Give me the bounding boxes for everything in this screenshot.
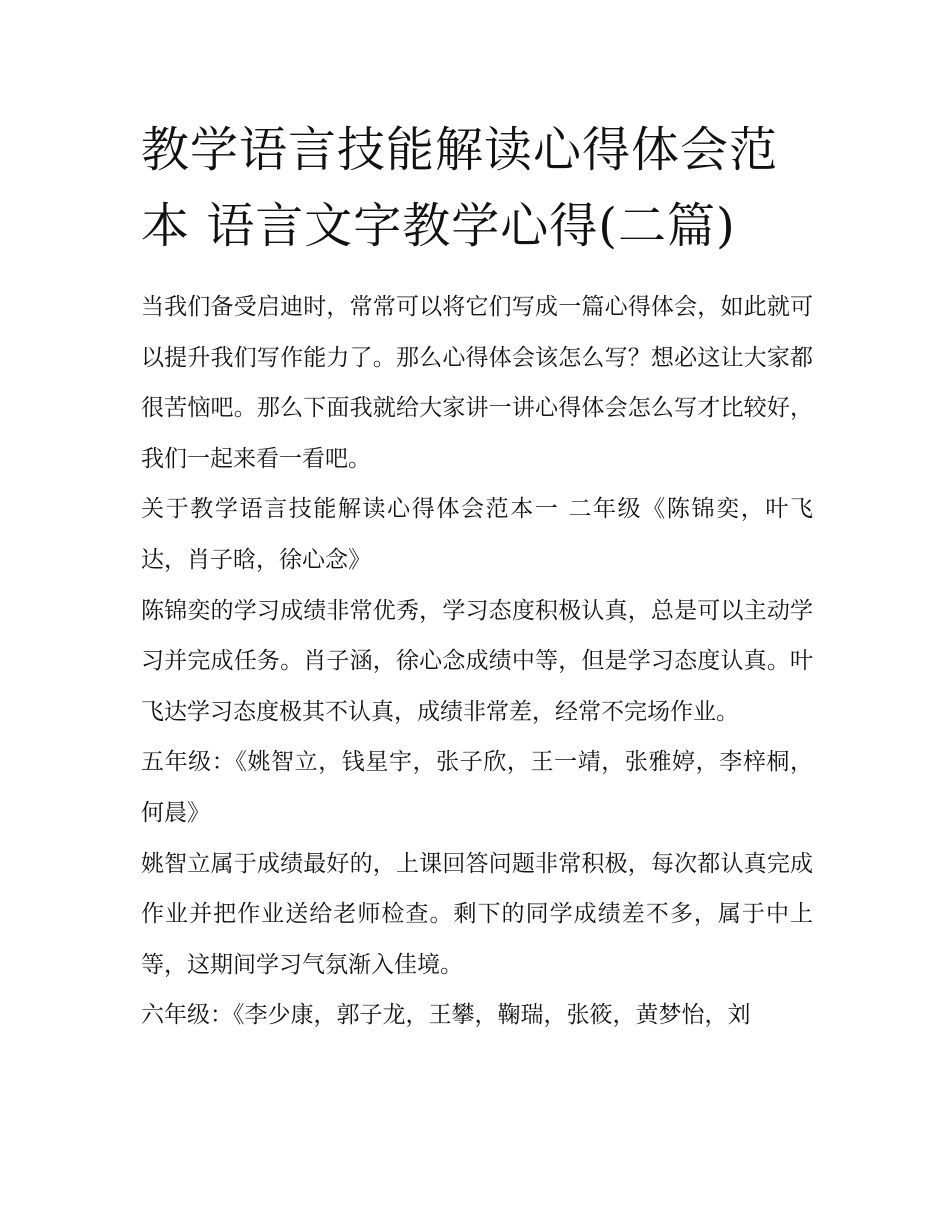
document-page [141,112,813,1041]
document-title: 教学语言技能解读心得体会范本 语言文字教学心得(二篇) [141,122,779,254]
paragraph-grade5-body: 姚智立属于成绩最好的，上课回答问题非常积极，每次都认真完成作业并把作业送给老师检查。剩下的同学成绩差不多，属于中上等，这期间学习气氛渐入佳境。 [141,850,813,978]
paragraph-intro: 当我们备受启迪时，常常可以将它们写成一篇心得体会，如此就可以提升我们写作能力了。那么心得体会该怎么写？想必这让大家都很苦恼吧。那么下面我就给大家讲一讲心得体会怎么写才比较好，我们一起来看一看吧。 [141,294,813,472]
paragraph-grade6-heading: 六年级：《李少康，郭子龙，王攀，鞠瑞，张筱，黄梦怡，刘 [141,1002,751,1029]
paragraph-grade5-heading: 五年级：《姚智立，钱星宇，张子欣，王一靖，张雅婷，李梓桐，何晨》 [141,749,813,826]
paragraph-grade2-heading: 关于教学语言技能解读心得体会范本一 二年级《陈锦奕，叶飞达，肖子晗，徐心念》 [141,496,813,573]
paragraph-grade2-body: 陈锦奕的学习成绩非常优秀，学习态度积极认真，总是可以主动学习并完成任务。肖子涵，徐心念成绩中等，但是学习态度认真。叶飞达学习态度极其不认真，成绩非常差，经常不完场作业。 [141,597,813,725]
